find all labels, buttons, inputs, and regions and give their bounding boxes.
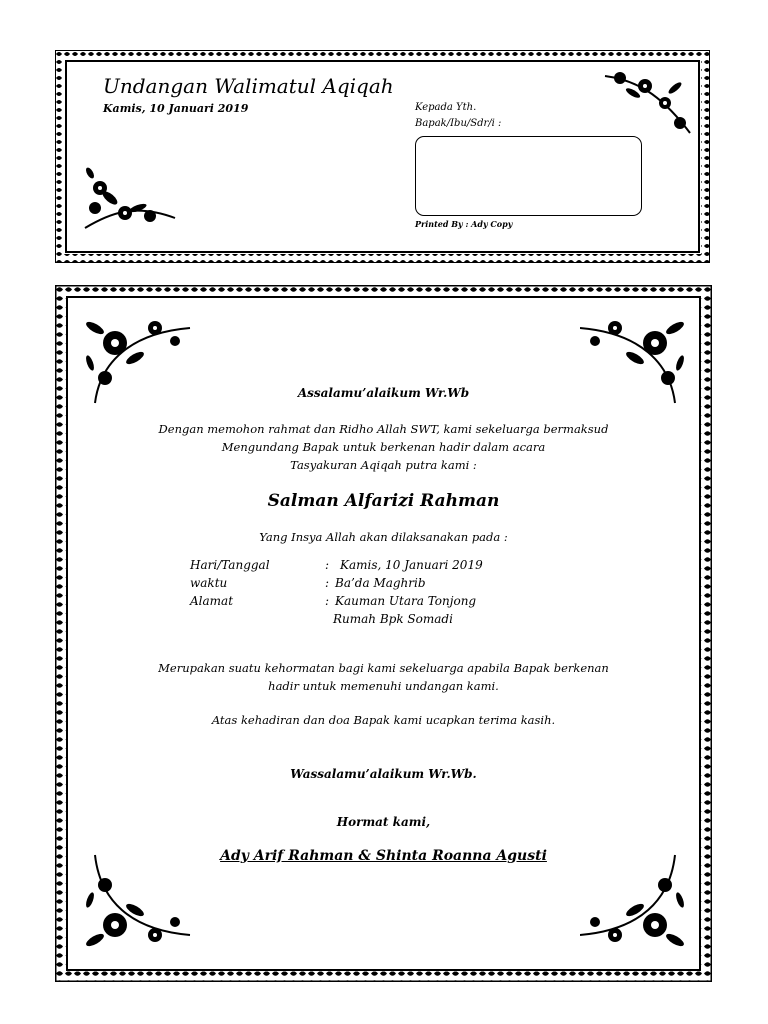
to-label: Kepada Yth. [415,102,477,113]
farewell: Wassalamu’alaikum Wr.Wb. [290,767,477,781]
detail-label-date: Hari/Tanggal [190,558,270,572]
detail-sep-date: : [325,558,330,572]
intro-line-2: Mengundang Bapak untuk berkenan hadir dalam acara [221,440,546,454]
closing-line-1: Merupakan suatu kehormatan bagi kami sekeluarga apabila Bapak berkenan [158,661,609,675]
detail-value-address-line2: Rumah Bpk Somadi [333,612,453,626]
recipient-address-box[interactable] [415,136,642,216]
signatories: Ady Arif Rahman & Shinta Roanna Agusti [220,848,547,864]
detail-value-address: Kauman Utara Tonjong [335,594,477,608]
thanks-line: Atas kehadiran dan doa Bapak kami ucapkan terima kasih. [211,713,556,727]
detail-value-time: Ba’da Maghrib [335,576,426,590]
invitation-letter [55,285,712,982]
floral-ornament-icon [600,68,695,138]
schedule-intro: Yang Insya Allah akan dilaksanakan pada : [259,530,508,544]
envelope-title: Undangan Walimatul Aqiqah [103,74,394,98]
intro-line-3: Tasyakuran Aqiqah putra kami : [290,458,477,472]
floral-ornament-icon [580,850,690,960]
greeting: Assalamu’alaikum Wr.Wb [297,386,470,400]
printed-by: Printed By : Ady Copy [415,219,513,229]
closing-line-2: hadir untuk memenuhi undangan kami. [268,679,499,693]
detail-label-time: waktu [190,576,228,590]
floral-ornament-icon [80,158,180,238]
detail-label-address: Alamat [190,594,234,608]
detail-value-date: Kamis, 10 Januari 2019 [340,558,483,572]
regards: Hormat kami, [336,815,431,829]
detail-sep-address: : [325,594,330,608]
envelope-card [55,50,710,263]
detail-sep-time: : [325,576,330,590]
recipient-label: Bapak/Ibu/Sdr/i : [415,118,502,129]
floral-ornament-icon [80,850,195,960]
child-name: Salman Alfarizi Rahman [267,491,500,511]
intro-line-1: Dengan memohon rahmat dan Ridho Allah SWT, kami sekeluarga bermaksud [158,422,609,436]
envelope-date: Kamis, 10 Januari 2019 [103,102,249,115]
